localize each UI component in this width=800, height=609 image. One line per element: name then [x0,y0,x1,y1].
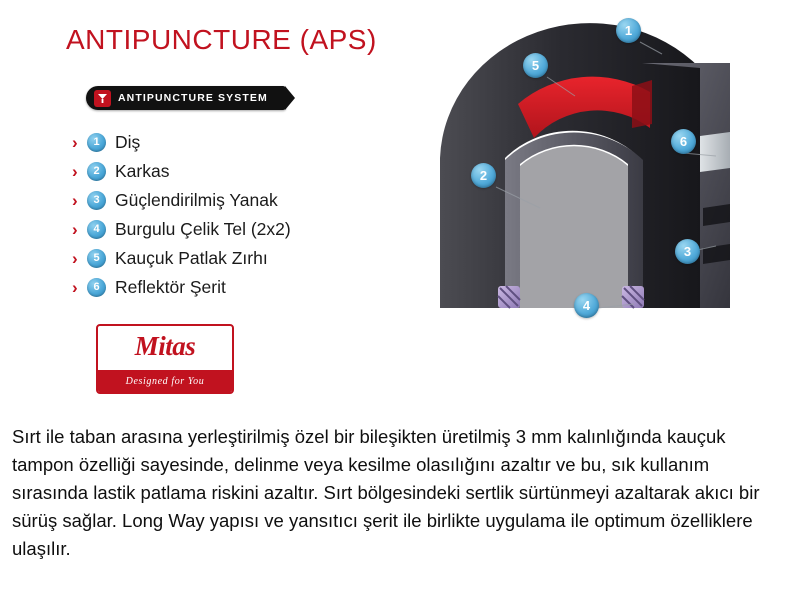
tire-cutaway-diagram [400,8,800,338]
description-text: Sırt ile taban arasına yerleştirilmiş özel bir bileşikten üretilmiş 3 mm kalınlığında kauçuk tampon özelliği sayesinde, delinme veya kesilme olasılığını azaltır ve bu, sık kullanım sırasında lastik patlama riskini azaltır. Sırt bölgesindeki sertlik sürtünmeyi azaltarak akıcı bir sürüş sağlar. Long Way yapısı ve yansıtıcı şerit ile birlikte uygulama ile optimum özelliklere ulaşılır. [12,425,760,559]
callout-5: 5 [523,53,548,78]
chevron-right-icon: › [72,161,78,181]
chevron-right-icon: › [72,219,78,239]
legend-list [72,128,402,302]
reflector-strip [700,132,730,172]
badge-label: ANTIPUNCTURE SYSTEM [118,92,268,104]
legend-item [72,244,402,272]
legend-number: 6 [87,278,106,297]
tire-inner-cavity [520,146,628,308]
callout-6: 6 [671,129,696,154]
antipuncture-logo-icon [94,90,111,107]
legend-item [72,186,402,214]
bead-wire-left [498,286,520,308]
legend-label: Kauçuk Patlak Zırhı [115,247,268,268]
mitas-logo-name: Mitas [134,331,196,361]
legend-label: Burgulu Çelik Tel (2x2) [115,218,291,239]
chevron-right-icon: › [72,132,78,152]
legend-item [72,157,402,185]
chevron-right-icon: › [72,277,78,297]
legend-number: 5 [87,249,106,268]
legend-item [72,215,402,243]
callout-4: 4 [574,293,599,318]
callout-1: 1 [616,18,641,43]
legend-label: Reflektör Şerit [115,276,226,297]
armour-cut-edge [632,80,652,128]
legend-label: Karkas [115,160,170,181]
chevron-right-icon: › [72,190,78,210]
callout-3: 3 [675,239,700,264]
mitas-logo [96,324,234,394]
legend-label: Diş [115,131,141,152]
legend-item [72,128,402,156]
legend-number: 4 [87,220,106,239]
callout-2: 2 [471,163,496,188]
legend-label: Güçlendirilmiş Yanak [115,189,278,210]
mitas-logo-tagline: Designed for You [98,370,232,392]
chevron-right-icon: › [72,248,78,268]
antipuncture-system-badge [86,86,286,110]
legend-item [72,273,402,301]
legend-number: 3 [87,191,106,210]
tire-illustration-svg [400,8,800,338]
page-title: ANTIPUNCTURE (APS) [66,24,377,55]
legend-number: 2 [87,162,106,181]
legend-number: 1 [87,133,106,152]
